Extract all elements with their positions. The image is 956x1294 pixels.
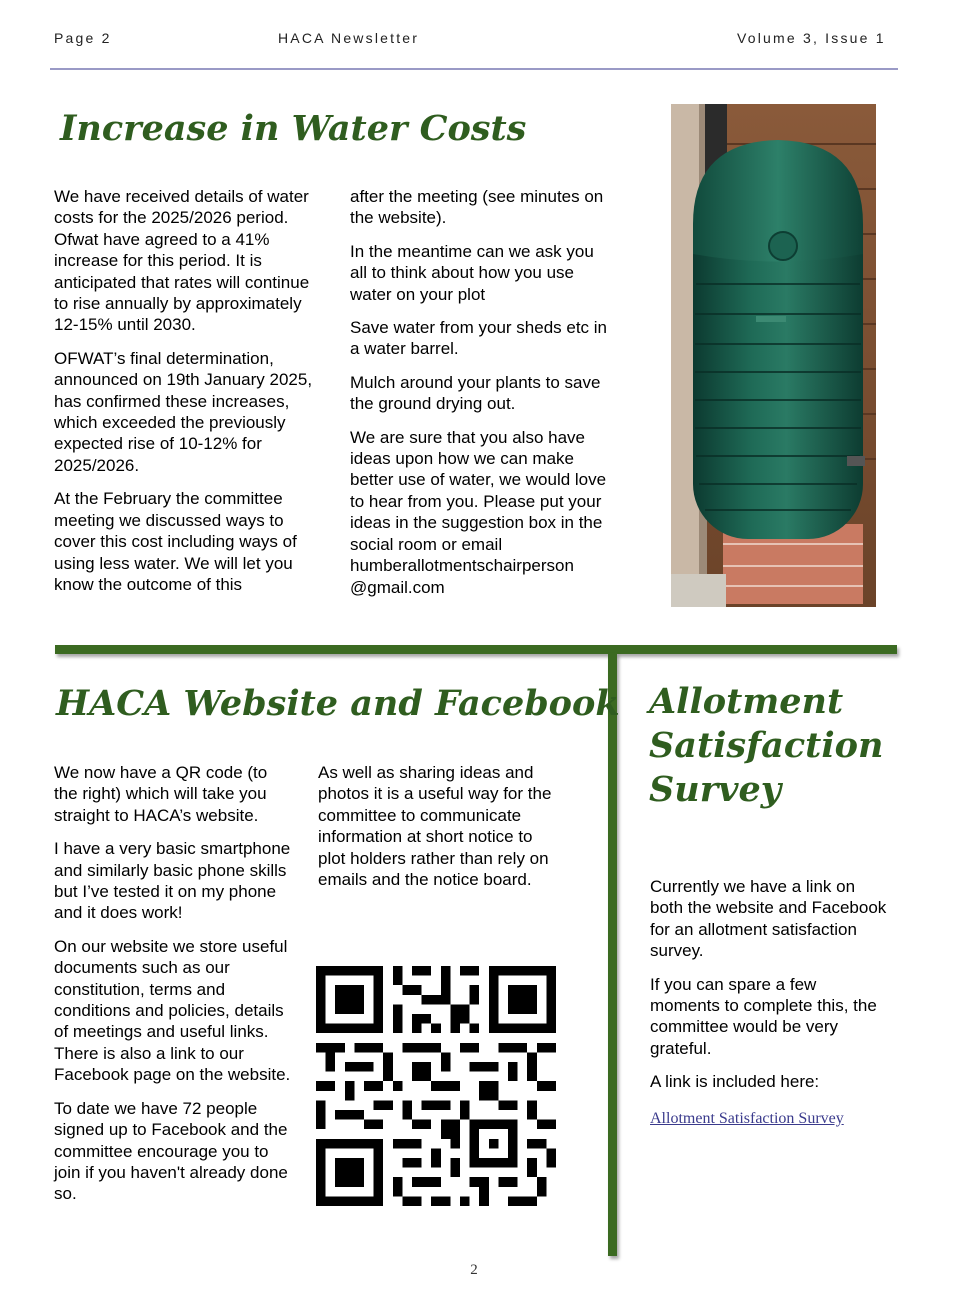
header-volume: Volume 3, Issue 1 <box>737 30 886 46</box>
paragraph: At the February the committee meeting we discussed ways to cover this cost including ways of using less water. We will let you know the outcome of this <box>54 489 297 594</box>
paragraph: Mulch around your plants to save the ground drying out. <box>350 372 601 414</box>
survey-title <box>649 680 883 812</box>
website-column-2 <box>318 762 558 902</box>
water-barrel-photo <box>671 104 876 607</box>
paragraph: As well as sharing ideas and photos it is a useful way for the committee to communicate information at short notice to plot holders rather than rely on emails and the notice board. <box>318 763 552 890</box>
paragraph: OFWAT’s final determination, announced on 19th January 2025, has confirmed these increases, which exceeded the previously expected rise of 10-12% for 2025/2026. <box>54 348 313 475</box>
paragraph: after the meeting (see minutes on the website). <box>350 187 604 228</box>
paragraph: To date we have 72 people signed up to Facebook and the committee encourage you to join if you haven't already done so. <box>54 1098 288 1204</box>
survey-title-line: Survey <box>649 769 782 810</box>
water-costs-column-1 <box>54 186 314 607</box>
paragraph: I have a very basic smartphone and similarly basic phone skills but I’ve tested it on my phone and it does work! <box>54 839 291 923</box>
paragraph: A link is included here: <box>650 1072 820 1092</box>
paragraph: On our website we store useful documents such as our constitution, terms and conditions and policies, details of meetings and useful links. There is also a link to our Facebook page on the website. <box>54 936 291 1085</box>
survey-column <box>650 876 890 1141</box>
section-divider-vertical <box>608 653 617 1256</box>
header-rule <box>50 68 898 70</box>
website-facebook-title: HACA Website and Facebook <box>56 683 620 724</box>
section-divider-horizontal <box>55 645 897 654</box>
paragraph: We are sure that you also have ideas upon how we can make better use of water, we would love to hear from you. Please put your ideas in the suggestion box in the social room or email humberallotmentschairperson @gmail.com <box>350 427 607 597</box>
header-newsletter-name: HACA Newsletter <box>278 30 420 46</box>
paragraph: If you can spare a few moments to complete this, the committee would be very grateful. <box>650 974 877 1058</box>
water-costs-title: Increase in Water Costs <box>60 108 527 149</box>
page-number: 2 <box>470 1262 478 1278</box>
survey-title-line: Satisfaction <box>649 725 884 766</box>
survey-link[interactable]: Allotment Satisfaction Survey <box>650 1109 844 1127</box>
paragraph: Save water from your sheds etc in a water barrel. <box>350 318 608 359</box>
paragraph: We now have a QR code (to the right) which will take you straight to HACA’s website. <box>54 763 268 825</box>
water-costs-column-2 <box>350 186 612 610</box>
website-column-1 <box>54 762 294 1217</box>
paragraph: We have received details of water costs for the 2025/2026 period. Ofwat have agreed to a 41% increase for this period. It is anticipated that rates will continue to rise annually by approximately 12-15% until 2030. <box>54 187 310 335</box>
survey-title-line: Allotment <box>649 681 844 722</box>
qr-code[interactable] <box>316 966 556 1206</box>
paragraph: Currently we have a link on both the website and Facebook for an allotment satisfaction survey. <box>650 877 887 961</box>
header-page: Page 2 <box>54 30 112 46</box>
paragraph: In the meantime can we ask you all to think about how you use water on your plot <box>350 241 594 304</box>
